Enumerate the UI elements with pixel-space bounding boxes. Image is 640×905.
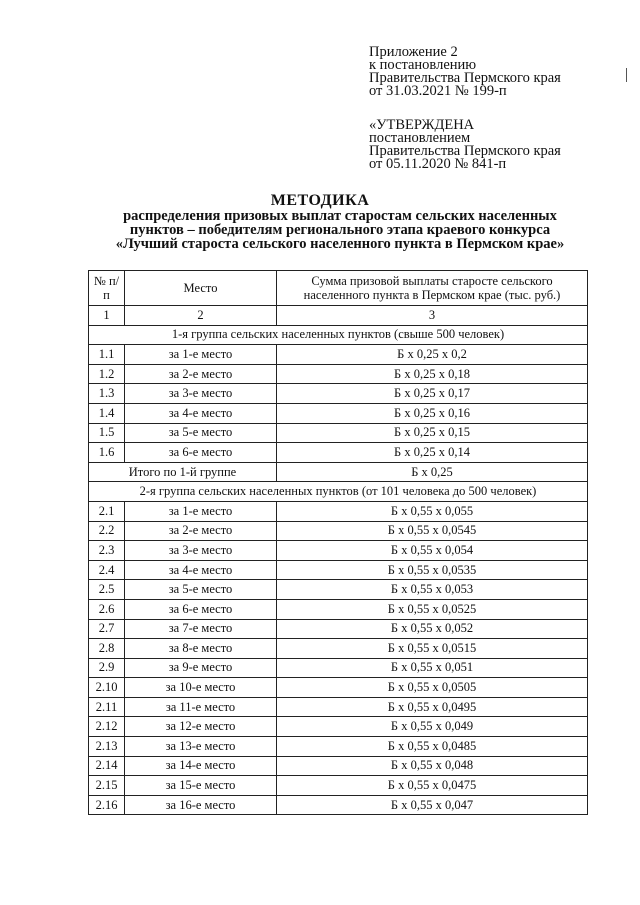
row-amount: Б х 0,55 х 0,054: [277, 541, 588, 561]
row-number: 2.7: [89, 619, 125, 639]
row-number: 2.5: [89, 580, 125, 600]
row-amount: Б х 0,55 х 0,0475: [277, 776, 588, 796]
approved-line: постановлением: [369, 130, 471, 146]
total-label: Итого по 1-й группе: [89, 462, 277, 482]
row-amount: Б х 0,55 х 0,0545: [277, 521, 588, 541]
group1-title: 1-я группа сельских населенных пунктов (свыше 500 человек): [89, 325, 588, 345]
row-number: 2.4: [89, 560, 125, 580]
row-amount: Б х 0,55 х 0,048: [277, 756, 588, 776]
header-amount: Сумма призовой выплаты старосте сельского населенного пункта в Пермском крае (тыс. руб.): [277, 271, 588, 306]
approved-block: [369, 119, 619, 171]
row-place: за 3-е место: [125, 384, 277, 404]
row-number: 2.14: [89, 756, 125, 776]
table-row: [89, 521, 588, 541]
table-row: [89, 580, 588, 600]
table-row: [89, 541, 588, 561]
subtitle-line: распределения призовых выплат старостам сельских населенных: [123, 208, 557, 224]
approval-line: Приложение 2: [369, 44, 458, 60]
row-amount: Б х 0,55 х 0,0515: [277, 639, 588, 659]
row-place: за 16-е место: [125, 795, 277, 815]
row-amount: Б х 0,25 х 0,2: [277, 345, 588, 365]
row-number: 2.3: [89, 541, 125, 561]
row-place: за 9-е место: [125, 658, 277, 678]
row-place: за 14-е место: [125, 756, 277, 776]
table-row: [89, 795, 588, 815]
row-number: 2.10: [89, 678, 125, 698]
group-title-row: [89, 325, 588, 345]
document-title: МЕТОДИКА: [270, 192, 370, 209]
row-number: 2.15: [89, 776, 125, 796]
row-number: 2.6: [89, 599, 125, 619]
row-place: за 5-е место: [125, 580, 277, 600]
row-place: за 10-е место: [125, 678, 277, 698]
row-number: 2.11: [89, 697, 125, 717]
table-row: [89, 776, 588, 796]
row-place: за 8-е место: [125, 639, 277, 659]
column-number-row: [89, 306, 588, 326]
row-amount: Б х 0,55 х 0,055: [277, 501, 588, 521]
table-row: [89, 384, 588, 404]
row-place: за 6-е место: [125, 599, 277, 619]
column-number: 2: [125, 306, 277, 326]
row-place: за 1-е место: [125, 501, 277, 521]
row-place: за 4-е место: [125, 560, 277, 580]
table-row: [89, 697, 588, 717]
row-place: за 13-е место: [125, 737, 277, 757]
table-row: [89, 560, 588, 580]
row-amount: Б х 0,25 х 0,18: [277, 364, 588, 384]
table-row: [89, 678, 588, 698]
approval-line: к постановлению: [369, 57, 477, 73]
table-row: [89, 345, 588, 365]
row-amount: Б х 0,25 х 0,16: [277, 403, 588, 423]
row-number: 2.2: [89, 521, 125, 541]
row-amount: Б х 0,55 х 0,0495: [277, 697, 588, 717]
table-row: [89, 619, 588, 639]
row-amount: Б х 0,55 х 0,053: [277, 580, 588, 600]
row-place: за 15-е место: [125, 776, 277, 796]
row-place: за 1-е место: [125, 345, 277, 365]
prize-table: [88, 270, 588, 815]
approval-line: Правительства Пермского края: [369, 70, 561, 86]
row-number: 1.6: [89, 443, 125, 463]
approved-line: «УТВЕРЖДЕНА: [369, 117, 475, 133]
row-number: 1.5: [89, 423, 125, 443]
row-number: 2.13: [89, 737, 125, 757]
approved-line: Правительства Пермского края: [369, 143, 561, 159]
total-value: Б х 0,25: [277, 462, 588, 482]
row-number: 2.1: [89, 501, 125, 521]
document-subtitle: [90, 209, 590, 251]
scan-mark: [626, 68, 627, 82]
table-row: [89, 443, 588, 463]
approval-line: от 31.03.2021 № 199-п: [369, 83, 507, 99]
table-row: [89, 403, 588, 423]
approved-line: от 05.11.2020 № 841-п: [369, 156, 507, 172]
row-amount: Б х 0,55 х 0,0505: [277, 678, 588, 698]
row-amount: Б х 0,25 х 0,17: [277, 384, 588, 404]
total-row: [89, 462, 588, 482]
table-row: [89, 658, 588, 678]
table-row: [89, 599, 588, 619]
row-amount: Б х 0,55 х 0,0525: [277, 599, 588, 619]
row-number: 1.1: [89, 345, 125, 365]
table-row: [89, 423, 588, 443]
row-number: 2.8: [89, 639, 125, 659]
row-place: за 2-е место: [125, 364, 277, 384]
row-amount: Б х 0,25 х 0,14: [277, 443, 588, 463]
row-place: за 2-е место: [125, 521, 277, 541]
row-place: за 6-е место: [125, 443, 277, 463]
row-place: за 11-е место: [125, 697, 277, 717]
row-amount: Б х 0,55 х 0,0485: [277, 737, 588, 757]
row-amount: Б х 0,55 х 0,047: [277, 795, 588, 815]
table-row: [89, 501, 588, 521]
column-number: 1: [89, 306, 125, 326]
table-row: [89, 717, 588, 737]
row-amount: Б х 0,55 х 0,0535: [277, 560, 588, 580]
approval-block: [369, 46, 619, 98]
row-amount: Б х 0,25 х 0,15: [277, 423, 588, 443]
group2-title: 2-я группа сельских населенных пунктов (от 101 человека до 500 человек): [89, 482, 588, 502]
row-place: за 5-е место: [125, 423, 277, 443]
row-number: 2.9: [89, 658, 125, 678]
row-amount: Б х 0,55 х 0,052: [277, 619, 588, 639]
subtitle-line: «Лучший староста сельского населенного пункта в Пермском крае»: [115, 236, 565, 252]
row-place: за 7-е место: [125, 619, 277, 639]
column-number: 3: [277, 306, 588, 326]
row-number: 1.3: [89, 384, 125, 404]
header-place: Место: [125, 271, 277, 306]
row-amount: Б х 0,55 х 0,051: [277, 658, 588, 678]
row-place: за 3-е место: [125, 541, 277, 561]
row-number: 1.4: [89, 403, 125, 423]
group-title-row: [89, 482, 588, 502]
row-amount: Б х 0,55 х 0,049: [277, 717, 588, 737]
table-header-row: [89, 271, 588, 306]
row-place: за 12-е место: [125, 717, 277, 737]
table-row: [89, 737, 588, 757]
header-number: № п/п: [89, 271, 125, 306]
table-row: [89, 639, 588, 659]
row-place: за 4-е место: [125, 403, 277, 423]
row-number: 1.2: [89, 364, 125, 384]
table-row: [89, 364, 588, 384]
row-number: 2.16: [89, 795, 125, 815]
table-row: [89, 756, 588, 776]
row-number: 2.12: [89, 717, 125, 737]
subtitle-line: пунктов – победителям регионального этапа краевого конкурса: [129, 222, 551, 238]
